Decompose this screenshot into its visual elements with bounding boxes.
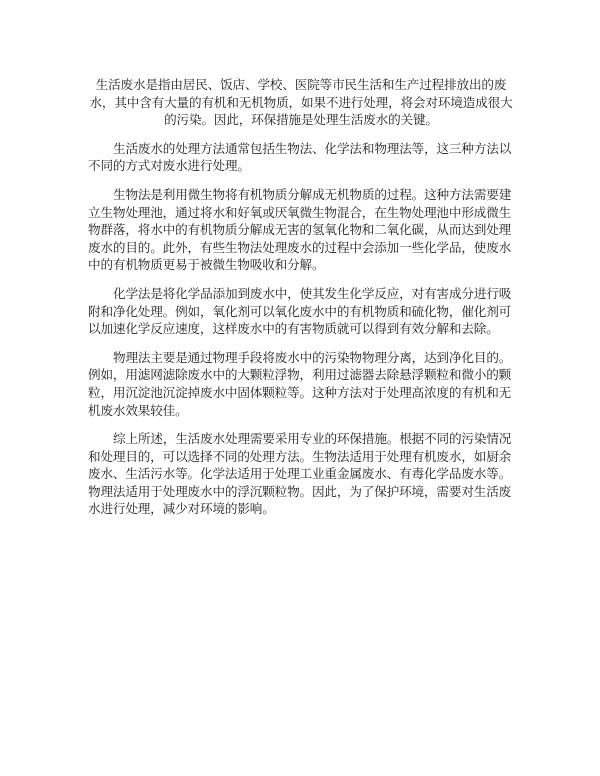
paragraph-methods-overview: 生活废水的处理方法通常包括生物法、化学法和物理法等，这三种方法以不同的方式对废水进行处理。 <box>88 140 512 174</box>
paragraph-conclusion: 综上所述，生活废水处理需要采用专业的环保措施。根据不同的污染情况和处理目的，可以选择不同的处理方法。生物法适用于处理有机废水，如厨余废水、生活污水等。化学法适用于处理工业重金属废水、有毒化学品废水等。物理法适用于处理废水中的浮沉颗粒物。因此，为了保护环境，需要对生活废水进行处理，减少对环境的影响。 <box>88 431 512 517</box>
paragraph-chemical-method: 化学法是将化学品添加到废水中，使其发生化学反应，对有害成分进行吸附和净化处理。例如，氧化剂可以氧化废水中的有机物质和硫化物，催化剂可以加速化学反应速度，这样废水中的有害物质就可以得到有效分解和去除。 <box>88 285 512 337</box>
document-body <box>88 76 514 529</box>
paragraph-physical-method: 物理法主要是通过物理手段将废水中的污染物物理分离，达到净化目的。例如，用滤网滤除废水中的大颗粒浮物，利用过滤器去除悬浮颗粒和微小的颗粒，用沉淀池沉淀掉废水中固体颗粒等。这种方法对于处理高浓度的有机和无机废水效果较佳。 <box>88 349 512 418</box>
intro-paragraph: 生活废水是指由居民、饭店、学校、医院等市民生活和生产过程排放出的废水，其中含有大量的有机和无机物质，如果不进行处理，将会对环境造成很大的污染。因此，环保措施是处理生活废水的关键。 <box>89 77 513 128</box>
paragraph-biological-method: 生物法是利用微生物将有机物质分解成无机物质的过程。这种方法需要建立生物处理池，通过将水和好氧或厌氧微生物混合，在生物处理池中形成微生物群落，将水中的有机物质分解成无害的氢氧化物和二氧化碳，从而达到处理废水的目的。此外，有些生物法处理废水的过程中会添加一些化学品，使废水中的有机物质更易于被微生物吸收和分解。 <box>88 186 512 273</box>
